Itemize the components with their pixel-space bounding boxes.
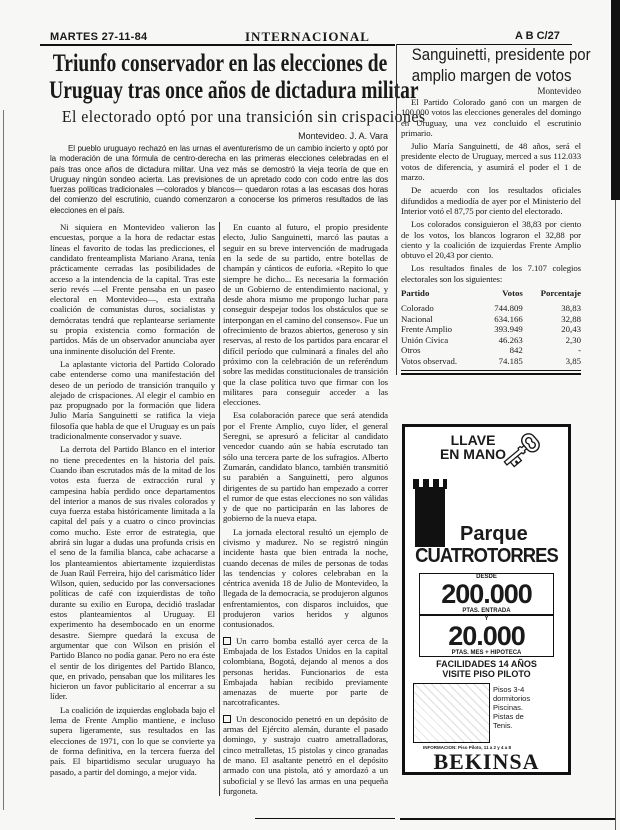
percent-cell: - <box>578 345 581 356</box>
votes-cell: 393.949 <box>494 324 523 335</box>
paragraph: Los resultados finales de los 7.107 colegios electorales son los siguientes: <box>401 263 581 284</box>
headline-line-1: Triunfo conservador en las elecciones de <box>52 50 388 77</box>
keys-icon: 🗝 <box>500 433 544 470</box>
side-article-title: Sanguinetti, presidente por amplio margen de votos <box>411 45 591 85</box>
news-brief: Un carro bomba estalló ayer cerca de la Embajada de los Estados Unidos en la capital colombiana, Bogotá, dejando al menos a dos personas heridas. Funcionarios de esta Embajada habían recibido previamente amenazas de muerte por parte de narcotraficantes. <box>223 635 388 708</box>
column-header: Partido <box>401 288 430 299</box>
ad-info: INFORMACION: Piso Piloto, 11 a 2 y 4 a 8 <box>423 745 512 750</box>
party-cell: Votos observad. <box>401 355 458 366</box>
table-row <box>401 345 581 356</box>
bottom-rule <box>255 818 395 819</box>
byline: Montevideo. J. A. Vara <box>298 131 388 141</box>
party-cell: Frente Amplio <box>401 324 453 335</box>
paragraph: Los colorados consiguieron el 38,83 por ciento de los votos, los blancos lograron el 32,88 por ciento y la coalición de izquierdas Frente Amplio obtuvo el 20,43 por ciento. <box>401 219 581 261</box>
percent-cell: 20,43 <box>561 324 581 335</box>
bottom-rule-right <box>400 818 615 820</box>
percent-cell: 38,83 <box>561 303 581 314</box>
ad-brand: BEKINSA <box>433 749 540 774</box>
party-cell: Unión Cívica <box>401 334 449 345</box>
table-row <box>401 324 581 335</box>
issue-date: MARTES 27-11-84 <box>50 31 148 43</box>
column-header: Porcentaje <box>540 288 581 299</box>
table-rule <box>401 373 581 375</box>
page-number: A B C/27 <box>515 30 560 42</box>
percent-cell: 3,85 <box>565 355 581 366</box>
votes-cell: 74.185 <box>498 355 523 366</box>
paragraph: La derrota del Partido Blanco en el interior no tiene precedentes en la historia del país. Cuando iban escrutados más de la mitad de los votos esta fuerza de extracción rural y campesina había perdido once departamentos del interior a manos de sus rivales colorados y cuya fuerza estaba históricamente limitada a la capital del país y a cuatro o cinco provincias como mucho. Este error de estrategia, que abrirá sin lugar a dudas una profunda crisis en el seno de la familia blanca, cabe achacarse a los planteamientos abiertamente izquierdistas de Juan Raúl Ferreira, hijo del carismático líder Wilson, quien, seducido por las conversaciones políticas de café con izquierdistas de toño durante su exilio en Europa, decidió trasladar estos planteamientos al Uruguay. El experimento ha desembocado en un enorme desastre. Siempre quedará la excusa de argumentar que con Wilson en prisión el Partido Blanco no podía ganar. Pero no era éste el sentir de los dirigentes del Partido Blanco, que, en privado, pensaban que los militares les hicieron un favor publicitario al encerrar a su líder. <box>50 444 215 702</box>
table-row <box>401 314 581 325</box>
square-bullet-icon <box>223 637 231 645</box>
article-columns <box>50 222 388 796</box>
paragraph: El Partido Colorado ganó con un margen de 100.000 votos las elecciones generales del domingo en Uruguay, una vez concluido el escrutinio primario. <box>401 97 581 138</box>
main-article-body <box>50 144 388 796</box>
paragraph: En cuanto al futuro, el propio presidente electo, Julio Sanguinetti, marcó las pautas a seguir en su breve intervención de madrugada en la sede de su partido, entre botellas de champán y cánticos de euforia. «Repito lo que siempre he dicho... Es necesaria la formación de un Gobierno de entendimiento nacional, y desde ahora mismo me propongo luchar para conseguir despejar todos los obstáculos que se interpongan en el camino del consenso». Fue un ofrecimiento de brazos abiertos, generoso y sin reservas, al resto de los partidos para encarar el difícil período que culminará a finales del año próximo con la celebración de un referéndum sobre las medidas constitucionales de transición que la clase política tuvo que firmar con los militares para conseguir acceder a las elecciones. <box>223 222 388 408</box>
table-header-row <box>401 288 581 303</box>
price-box-entry: DESDE 200.000 PTAS. ENTRADA <box>419 573 554 615</box>
price-box-monthly: Y 20.000 PTAS. MES + HIPOTECA <box>419 615 554 657</box>
party-cell: Nacional <box>401 313 433 324</box>
side-article-dateline: Montevideo <box>537 86 581 96</box>
section-title: INTERNACIONAL <box>245 29 370 44</box>
votes-cell: 842 <box>509 345 523 356</box>
paragraph: La coalición de izquierdas englobada bajo el lema de Frente Amplio mantiene, e incluso supera ligeramente, sus resultados en las elecciones de 1971, con lo que se convierte ya de forma definitiva, en la tercera fuerza del país. El bipartidismo secular uruguayo ha pasado, a partir del domingo, a mejor vida. <box>50 704 215 777</box>
paragraph: La jornada electoral resultó un ejemplo de civismo y madurez. No se registró ningún incidente hasta que bien entrada la noche, cuando decenas de miles de personas de todas las tendencias y colores celebraban en la céntrica avenida 18 de Julio de Montevideo, la llegada de la democracia, se produjeron algunos enfrentamientos, con disparos incluidos, que produjeron varios heridos y algunos contusionados. <box>223 526 388 630</box>
votes-cell: 46.263 <box>498 334 523 345</box>
party-cell: Colorado <box>401 303 434 314</box>
table-row <box>401 303 581 314</box>
table-rule <box>401 370 581 371</box>
paragraph: De acuerdo con los resultados oficiales difundidos a mediodía de ayer por el Ministerio del Interior votó el 87,75 por ciento del electorado. <box>401 185 581 216</box>
site-map-image <box>413 683 490 743</box>
side-article <box>396 44 591 375</box>
square-bullet-icon <box>223 715 231 723</box>
table-row <box>401 356 581 367</box>
news-brief: Un desconocido penetró en un depósito de armas del Ejército alemán, durante el pasado domingo, y sustrajo cuatro ametralladoras, cinco metralletas, 15 pistolas y cinco granadas de mano. El asaltante penetró en el depósito armado con una pistola, ató y amordazó a un suboficial y se llevó las armas en una pequeña furgoneta. <box>223 713 388 796</box>
headline-line-2: Uruguay tras once años de dictadura militar <box>49 77 419 104</box>
ad-features: Pisos 3-4 dormitorios Piscinas. Pistas de Tenis. <box>493 685 531 730</box>
paragraph: Julio María Sanguinetti, de 48 años, será el presidente electo de Uruguay, merced a sus 112.033 votos de diferencia, y asumirá el poder el 1 de marzo. <box>401 141 581 183</box>
advertisement <box>402 424 571 775</box>
paragraph: La aplastante victoria del Partido Colorado cabe entenderse como una manifestación del deseo de un período de transición tranquilo y alejado de crispaciones. Al elegir el cambio en paz propugnado por la formación que lidera Julio María Sanguinetti se ratifica la vieja filosofía que habla de que el Uruguay es un país tradicionalmente conservador y suave. <box>50 358 215 442</box>
ad-facilities: FACILIDADES 14 AÑOS VISITE PISO PILOTO <box>436 659 537 679</box>
column-header: Votos <box>502 288 523 299</box>
ad-tagline: LLAVE EN MANO <box>439 432 507 462</box>
header-rule <box>40 44 395 46</box>
votes-cell: 634.166 <box>494 313 523 324</box>
percent-cell: 2,30 <box>565 334 581 345</box>
ad-name-2: CUATROTORRES <box>415 545 558 567</box>
votes-cell: 744.809 <box>494 303 523 314</box>
party-cell: Otros <box>401 345 421 356</box>
side-article-body <box>401 97 581 284</box>
subheadline: El electorado optó por una transición sin crispaciones <box>61 107 426 126</box>
paragraph: Esa colaboración parece que será atendida por el Frente Amplio, cuyo líder, el general Seregni, se apresuró a felicitar al candidato vencedor cuando aún se había escrutado tan sólo una tercera parte de los sufragios. Alberto Zumarán, candidato blanco, también transmitió su parabién a Sanguinetti, pero algunos dirigentes de su partido han empezado a correr el rumor de que estas elecciones no son válidas y de que no participarán en las labores de gobierno de la nueva etapa. <box>223 410 388 524</box>
headline <box>49 50 419 104</box>
lead-paragraph: El pueblo uruguayo rechazó en las urnas el aventurerismo de un cambio incierto y optó por la moderación de una fórmula de centro-derecha en las primeras elecciones celebradas en el país tras once años de dictadura militar. Una vez más se demostró la vieja teoría de que en Uruguay ningún sondeo acierta. Las previsiones de un apretado codo con codo entre las dos fuerzas políticas tradicionales —colorados y blancos— quedaron rotas a las escasas dos horas del comienzo del escrutinio, cuando comenzaron a conocerse los primeros resultados de las elecciones en el país. <box>50 144 388 215</box>
left-edge-line <box>3 110 4 810</box>
tower-logo-icon <box>415 487 445 547</box>
paragraph: Ni siquiera en Montevideo valieron las encuestas, porque a la hora de redactar estas líneas el favorito de todas las predicciones, el candidato frenteamplista Mariano Arana, tenía prácticamente cerradas las posibilidades de acceso a la intendencia de la capital. Tras este serio revés —el Frente pensaba en un paseo electoral en Montevideo—, esta extraña coalición de comunistas duros, socialistas y demócratas tendrá que replantearse seriamente su propia existencia como formación de partidos. Más de un observador anunciaba ayer una inminente disolución del Frente. <box>50 222 215 356</box>
table-row <box>401 335 581 346</box>
election-results-table <box>401 288 581 366</box>
ad-name-1: Parque <box>460 523 528 545</box>
right-edge-line <box>615 200 616 830</box>
right-edge-bar <box>611 0 620 200</box>
percent-cell: 32,88 <box>561 313 581 324</box>
